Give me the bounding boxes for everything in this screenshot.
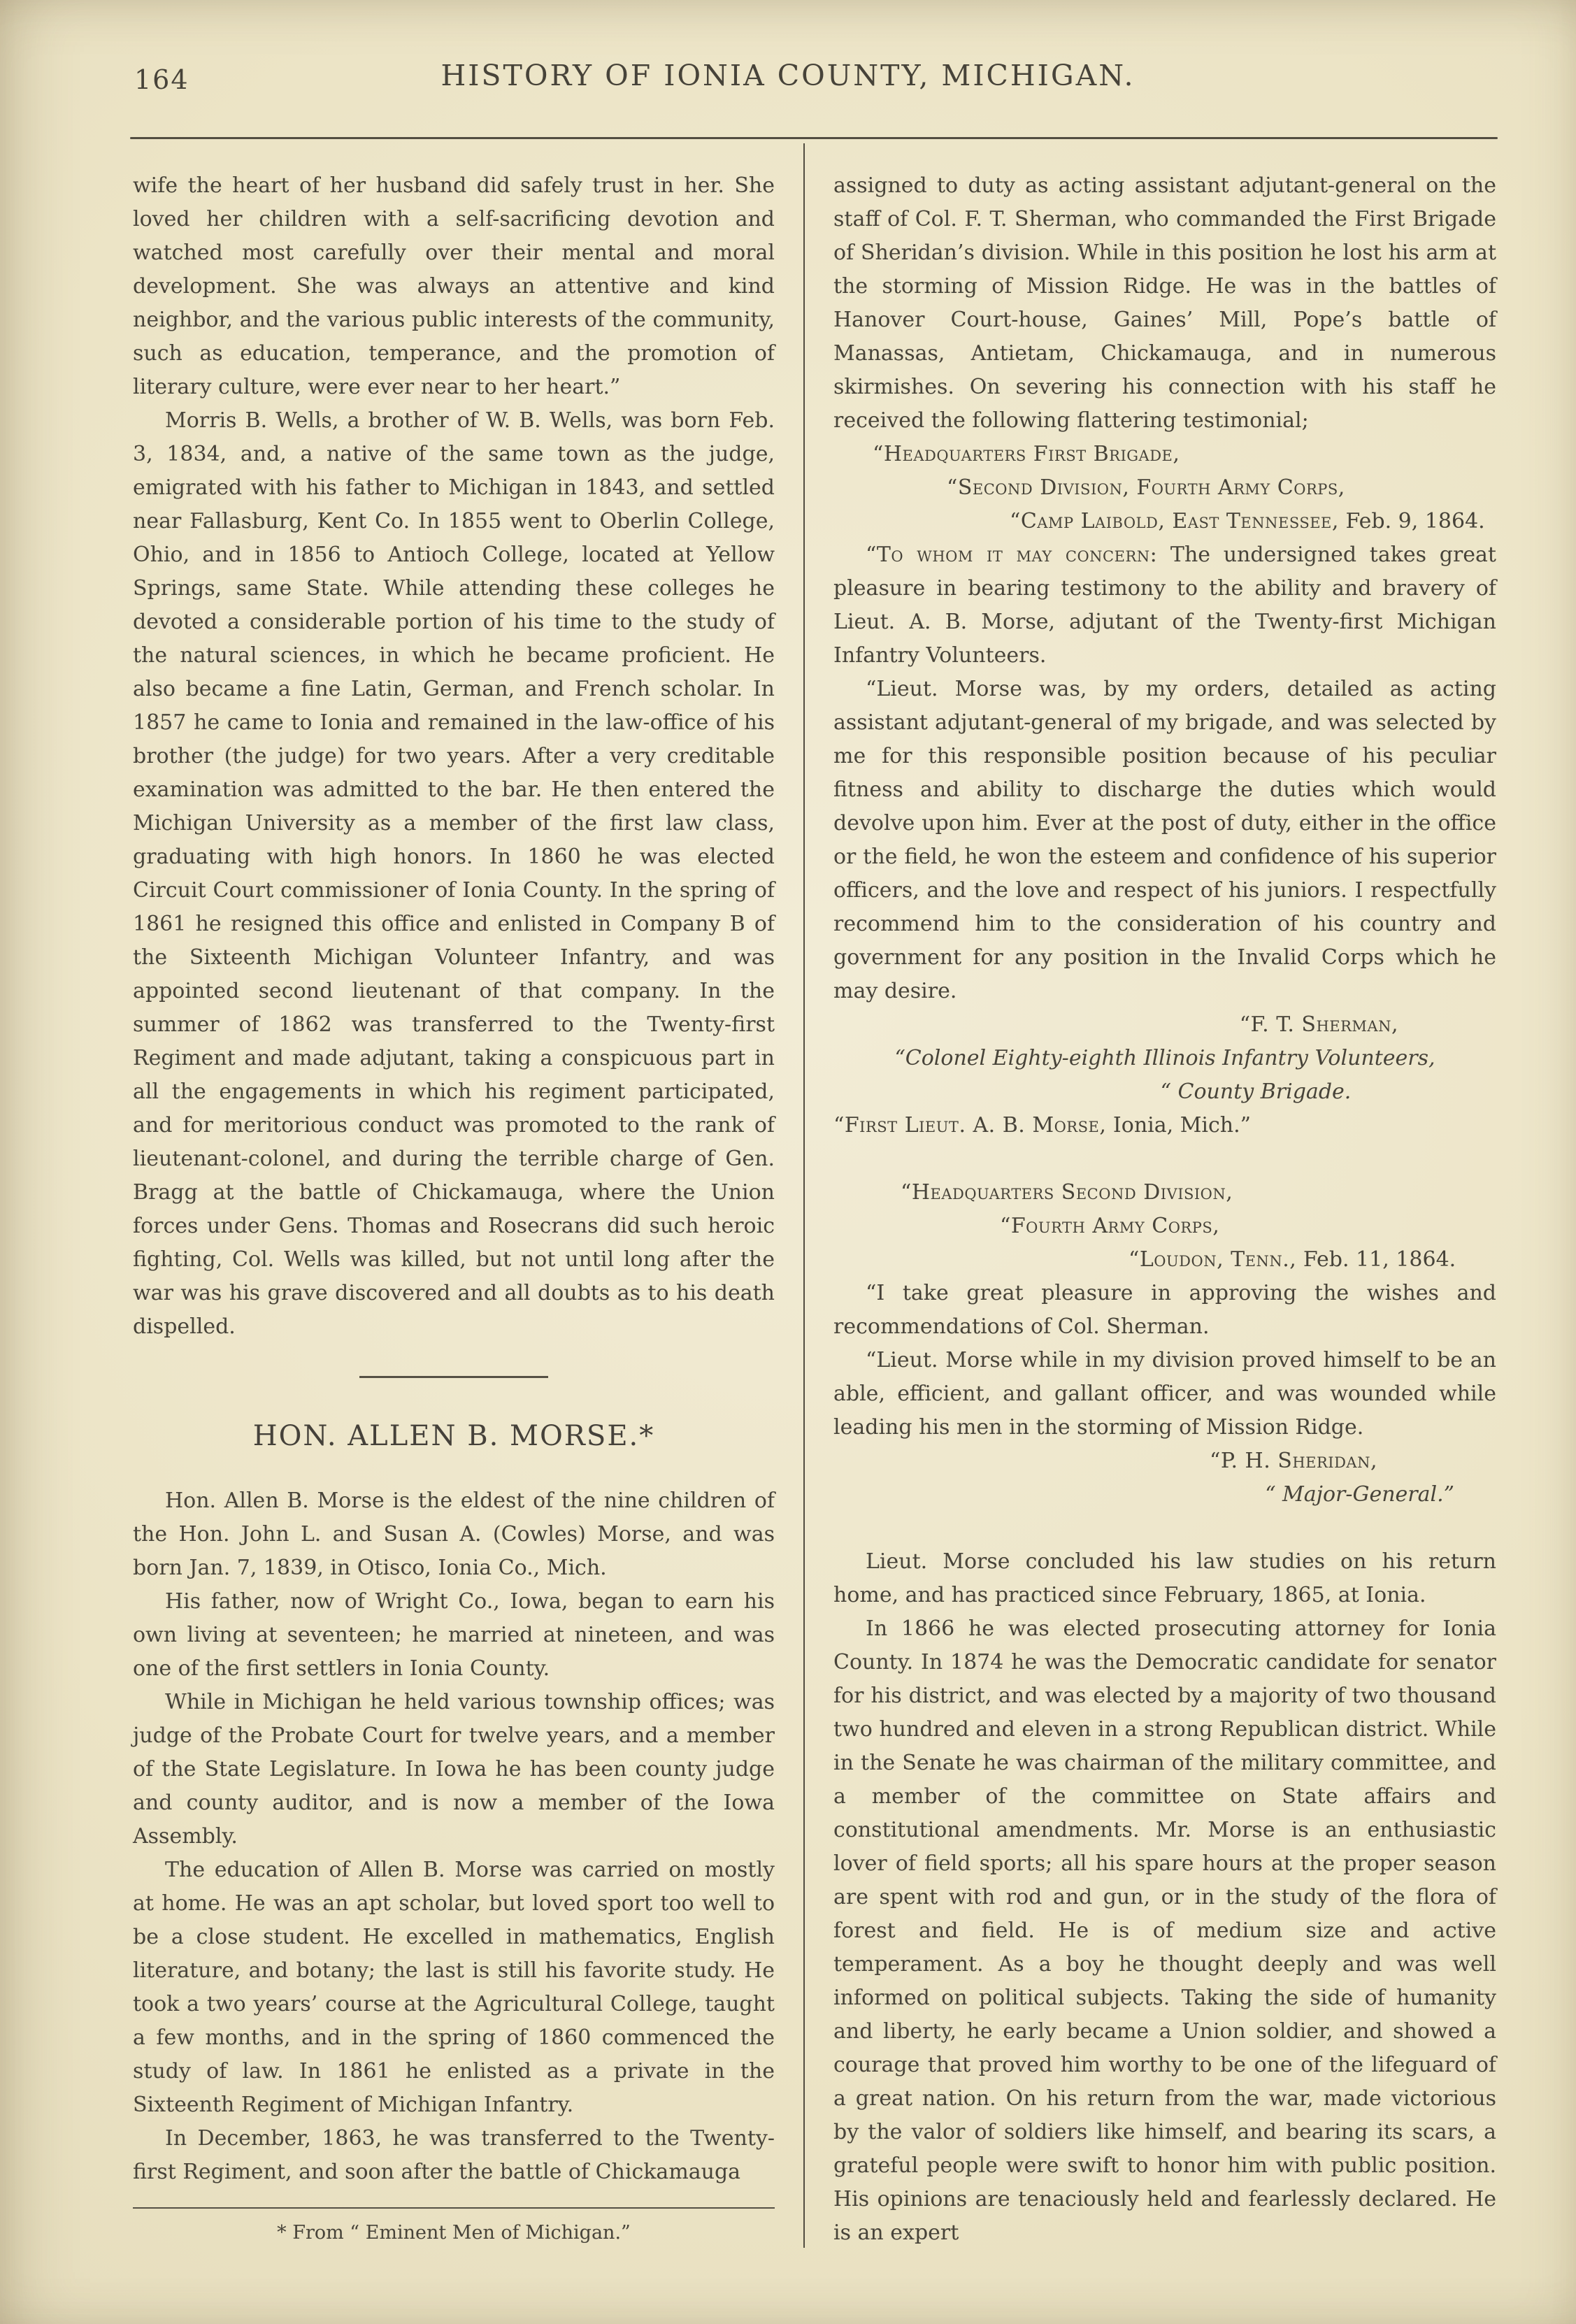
paragraph: “I take great pleasure in approving the wishes and recommendations of Col. Sherman.: [833, 1281, 1496, 1339]
paragraph-morris-wells: Morris B. Wells, a brother of W. B. Wells, was born Feb. 3, 1834, and, a native of the same town as the judge, emigrated with his father to Michigan in 1843, and settled near Fallasburg, Kent Co. In 1855 went to Oberlin College, Ohio, and in 1856 to Antioch College, located at Yellow Springs, same State. While attending these colleges he devoted a considerable portion of his time to the study of the natural sciences, in which he became proficient. He also became a fine Latin, German, and French scholar. In 1857 he came to Ionia and remained in the law-office of his brother (the judge) for two years. After a very creditable examination was admitted to the bar. He then entered the Michigan University as a member of the first law class, graduating with high honors. In 1860 he was elected Circuit Court commissioner of Ionia County. In the spring of 1861 he resigned this office and enlisted in Company B of the Sixteenth Michigan Volunteer Infantry, and was appointed second lieutenant of that company. In the summer of 1862 was transferred to the Twenty-first Regiment and made adjutant, taking a conspicuous part in all the engagements in which his regiment participated, and for meritorious conduct was promoted to the rank of lieutenant-colonel, and during the terrible charge of Gen. Bragg at the battle of Chickamauga, where the Union forces under Gens. Thomas and Rosecrans did such heroic fighting, Col. Wells was killed, but not until long after the war was his grave discovered and all doubts as to his death dispelled.: [133, 408, 775, 1339]
paragraph: In 1866 he was elected prosecuting attorney for Ionia County. In 1874 he was the Democratic candidate for senator for his district, and was elected by a majority of two thousand two hundred and eleven in a strong Republican district. While in the Senate he was chairman of the military committee, and a member of the committee on State affairs and constitutional amendments. Mr. Morse is an enthusiastic lover of field sports; all his spare hours at the proper season are spent with rod and gun, or in the study of the flora of forest and field. He is of medium size and active temperament. As a boy he thought deeply and was well informed on political subjects. Taking the side of humanity and liberty, he early became a Union soldier, and showed a courage that proved him worthy to be one of the lifeguard of a great nation. On his return from the war, made victorious by the valor of soldiers like himself, and bearing its scars, a grateful people were swift to honor him with public position. His opinions are tenaciously held and fearlessly declared. He is an expert: [833, 1616, 1496, 2245]
paragraph: Lieut. Morse concluded his law studies on his return home, and has practiced since February, 1865, at Ionia.: [833, 1549, 1496, 1607]
paragraph-testimonial-body: “Lieut. Morse was, by my orders, detailed as acting assistant adjutant-general of my brigade, and was selected by me for this responsible position because of his peculiar fitness and ability to discharge the duties which would devolve upon him. Ever at the post of duty, either in the office or the field, he won the esteem and confidence of his superior officers, and the love and respect of his juniors. I respectfully recommend him to the consideration of his country and government for any position in the Invalid Corps which he may desire.: [833, 677, 1496, 1003]
division-line: “Second Division, Fourth Army Corps,: [947, 475, 1345, 500]
paragraph: The education of Allen B. Morse was carried on mostly at home. He was an apt scholar, but loved sport too well to be a close student. He excelled in mathematics, English literature, and botany; the last is still his favorite study. He took a two years’ course at the Agricultural College, taught a few months, and in the spring of 1860 commenced the study of law. In 1861 he enlisted as a private in the Sixteenth Regiment of Michigan Infantry.: [133, 1858, 775, 2117]
paragraph: In December, 1863, he was transferred to the Twenty-first Regiment, and soon after the battle of Chickamauga: [133, 2126, 775, 2184]
addressee-line: “First Lieut. A. B. Morse, Ionia, Mich.”: [833, 1113, 1252, 1138]
section-separator: [359, 1376, 548, 1378]
right-column: [833, 169, 1496, 2250]
camp-date-line: “Camp Laibold, East Tennessee,: [1010, 509, 1339, 533]
left-column: [133, 169, 775, 2248]
testimonial2-heading-line: [833, 1210, 1496, 1243]
running-header-title: HISTORY OF IONIA COUNTY, MICHIGAN.: [440, 59, 1136, 92]
signature-title: “ Major-General.”: [1265, 1482, 1454, 1507]
paragraph: His father, now of Wright Co., Iowa, began to earn his own living at seventeen; he married at nineteen, and was one of the first settlers in Ionia County.: [133, 1589, 775, 1681]
paragraph: Hon. Allen B. Morse is the eldest of the nine children of the Hon. John L. and Susan A. (Cowles) Morse, and was born Jan. 7, 1839, in Otisco, Ionia Co., Mich.: [133, 1489, 775, 1580]
testimonial1-heading-line: “Camp Laibold, East Tennessee, Feb. 9, 1864.: [1010, 509, 1485, 533]
signature-title: “Colonel Eighty-eighth Illinois Infantry Volunteers,: [894, 1046, 1435, 1070]
footnote: * From “ Eminent Men of Michigan.”: [277, 2222, 631, 2244]
paragraph-concern: “To whom it may concern: The undersigned takes great pleasure in bearing testimony to the ability and bravery of Lieut. A. B. Morse, adjutant of the Twenty-first Michigan Infantry Volunteers.: [833, 543, 1496, 668]
header-rule: [130, 137, 1498, 139]
section-heading: HON. ALLEN B. MORSE.*: [252, 1420, 655, 1452]
signature-name: “P. H. Sheridan,: [1210, 1449, 1377, 1473]
paragraph-opening: assigned to duty as acting assistant adjutant-general on the staff of Col. F. T. Sherman, who commanded the First Brigade of Sheridan’s division. While in this position he lost his arm at the storming of Mission Ridge. He was in the battles of Hanover Court-house, Gaines’ Mill, Pope’s battle of Manassas, Antietam, Chickamauga, and in numerous skirmishes. On severing his connection with his staff he received the following flattering testimonial;: [833, 173, 1496, 433]
testimonial1-heading-line: [833, 438, 1496, 471]
footnote-rule: [133, 2207, 775, 2209]
testimonial2-heading-line: “Loudon, Tenn., Feb. 11, 1864.: [1129, 1247, 1456, 1272]
signature-title: “ County Brigade.: [1160, 1079, 1352, 1104]
column-divider: [803, 143, 805, 2248]
paragraph: While in Michigan he held various township offices; was judge of the Probate Court for twelve years, and a member of the State Legislature. In Iowa he has been county judge and county auditor, and is now a member of the Iowa Assembly.: [133, 1690, 775, 1849]
corps-line: “Fourth Army Corps,: [1000, 1214, 1220, 1238]
headquarters-line: “Headquarters Second Division,: [901, 1180, 1233, 1205]
headquarters-line: “Headquarters First Brigade,: [873, 442, 1180, 466]
salutation: “To whom it may concern:: [866, 543, 1158, 567]
signature-name: “F. T. Sherman,: [1239, 1012, 1398, 1037]
testimonial1-heading-line: [833, 471, 1496, 505]
testimonial2-heading-line: [833, 1176, 1496, 1210]
place-date-line: “Loudon, Tenn.,: [1129, 1247, 1297, 1272]
page-number: 164: [134, 64, 189, 95]
paragraph-continuation: wife the heart of her husband did safely trust in her. She loved her children with a self-sacrificing devotion and watched most carefully over their mental and moral development. She was always an attentive and kind neighbor, and the various public interests of the community, such as education, temperance, and the promotion of literary culture, were ever near to her heart.”: [133, 173, 775, 399]
paragraph: “Lieut. Morse while in my division proved himself to be an able, efficient, and gallant officer, and was wounded while leading his men in the storming of Mission Ridge.: [833, 1348, 1496, 1440]
